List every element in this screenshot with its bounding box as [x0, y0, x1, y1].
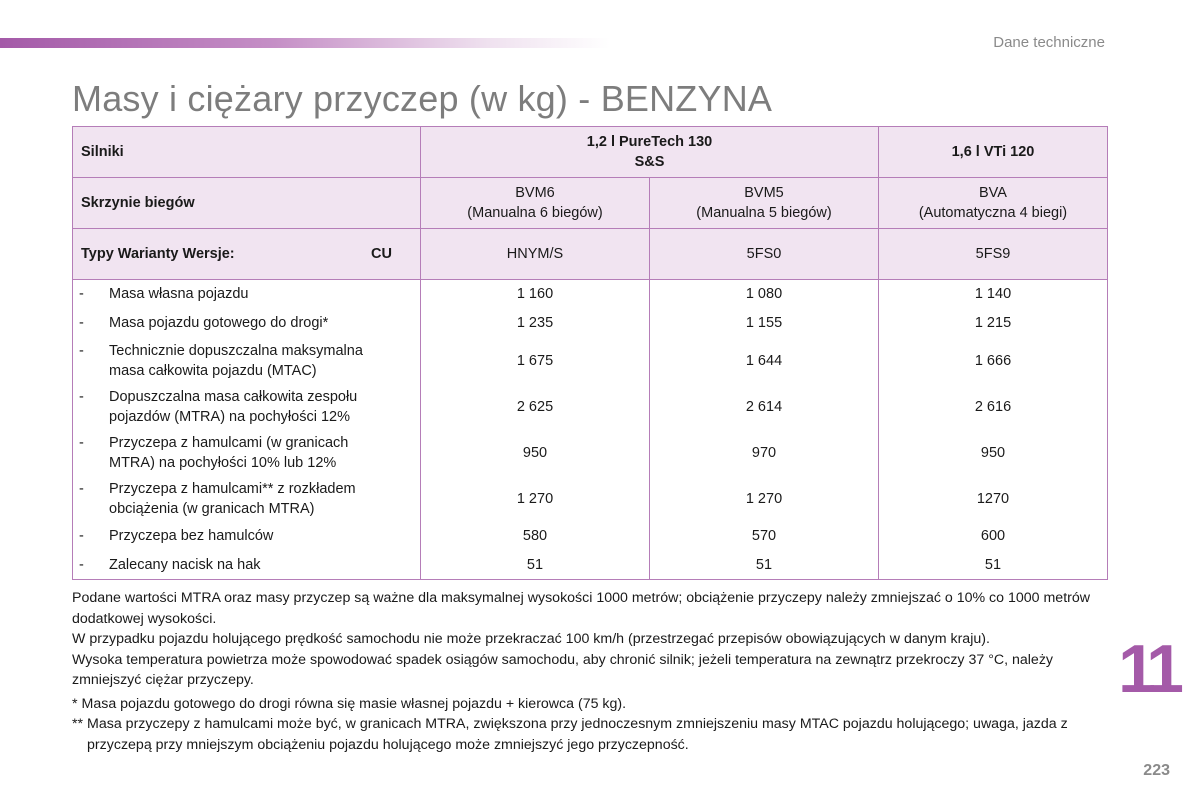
footnotes	[72, 694, 1112, 756]
page-number: 223	[1143, 762, 1170, 779]
footnote-1-text: Masa pojazdu gotowego do drogi równa się masie własnej pojazdu + kierowca (75 kg).	[81, 695, 627, 712]
row-dash: -	[79, 315, 84, 331]
value-cell-2: 2 614	[650, 384, 879, 430]
chapter-number: 11	[1118, 631, 1178, 707]
row-label-cell	[73, 476, 421, 522]
value-cell-1: 1 235	[421, 309, 650, 338]
value-cell-2: 970	[650, 430, 879, 476]
row-label-line-2: obciążenia (w granicach MTRA)	[109, 500, 315, 517]
row-label-line-1: Masa własna pojazdu	[109, 286, 249, 303]
row-label	[109, 433, 409, 473]
row-label	[109, 387, 409, 427]
header-accent-band	[0, 38, 610, 48]
note-altitude: Podane wartości MTRA oraz masy przyczep są ważne dla maksymalnej wysokości 1000 metrów; obciążenie przyczepy należy zmniejszać o 10% co 1000 metrów dodatkowej wysokości.	[72, 590, 1090, 627]
table-row	[73, 338, 1108, 384]
value-cell-2: 570	[650, 522, 879, 551]
engines-label: Silniki	[73, 127, 421, 178]
footnote-2-text: Masa przyczepy z hamulcami może być, w granicach MTRA, zwiększona przy jednoczesnym zmniejszeniu masy MTAC pojazdu holującego; uwaga, jazda z przyczepą przy mniejszym obciążeniu pojazdu holującego może zmniejszyć jego przyczepność.	[87, 716, 1068, 753]
value-cell-2: 1 080	[650, 280, 879, 309]
engine-1-name: 1,2 l PureTech 130	[586, 134, 713, 150]
value-cell-2: 1 270	[650, 476, 879, 522]
row-label-line-2: MTRA) na pochyłości 10% lub 12%	[109, 454, 337, 471]
value-cell-3: 1270	[879, 476, 1108, 522]
row-dash: -	[79, 480, 84, 497]
gearbox-1-cell	[421, 178, 650, 229]
table-row	[73, 309, 1108, 338]
engines-row	[73, 127, 1108, 178]
types-label: Typy Warianty Wersje:	[81, 246, 235, 262]
value-cell-1: 580	[421, 522, 650, 551]
row-label-cell	[73, 430, 421, 476]
note-temperature: Wysoka temperatura powietrza może spowodować spadek osiągów samochodu, aby chronić silnik; jeżeli temperatura na zewnątrz przekroczy 37 °C, należy zmniejszyć ciężar przyczepy.	[72, 651, 1054, 688]
page-title: Masy i ciężary przyczep (w kg) - BENZYNA	[72, 78, 773, 119]
value-cell-3: 950	[879, 430, 1108, 476]
row-label	[109, 526, 409, 546]
value-cell-1: 950	[421, 430, 650, 476]
row-label-cell	[73, 384, 421, 430]
row-label	[109, 284, 409, 304]
value-cell-3: 1 215	[879, 309, 1108, 338]
table-row	[73, 551, 1108, 580]
types-label-suffix: CU	[371, 246, 392, 262]
table-row	[73, 522, 1108, 551]
gearbox-2-cell	[650, 178, 879, 229]
value-cell-1: 51	[421, 551, 650, 580]
gearbox-3-desc: (Automatyczna 4 biegi)	[918, 205, 1068, 221]
footnote-1	[72, 694, 1112, 715]
row-label-line-1: Zalecany nacisk na hak	[109, 556, 261, 573]
value-cell-1: 2 625	[421, 384, 650, 430]
value-cell-3: 1 666	[879, 338, 1108, 384]
footnote-1-mark: *	[72, 695, 78, 712]
table-row	[73, 384, 1108, 430]
gearbox-3-code: BVA	[979, 185, 1007, 201]
table-row	[73, 430, 1108, 476]
row-dash: -	[79, 556, 84, 573]
row-dash: -	[79, 342, 84, 359]
table-row	[73, 476, 1108, 522]
row-label-cell	[73, 551, 421, 580]
footnote-2	[72, 714, 1112, 755]
notes-section	[72, 588, 1112, 755]
row-label	[109, 555, 409, 575]
footnote-2-mark: **	[72, 716, 84, 732]
row-label-line-1: Przyczepa bez hamulców	[109, 528, 274, 544]
row-dash: -	[79, 434, 84, 451]
gearbox-1-desc: (Manualna 6 biegów)	[467, 205, 603, 221]
table-row	[73, 280, 1108, 309]
row-label-line-2: pojazdów (MTRA) na pochyłości 12%	[109, 408, 350, 425]
row-label-cell	[73, 522, 421, 551]
type-3-cell: 5FS9	[879, 229, 1108, 280]
row-label-line-1: Masa pojazdu gotowego do drogi*	[109, 315, 329, 331]
engine-1-cell	[421, 127, 879, 178]
value-cell-2: 1 155	[650, 309, 879, 338]
gearbox-1-code: BVM6	[515, 185, 555, 201]
weight-rows	[73, 280, 1108, 580]
value-cell-1: 1 160	[421, 280, 650, 309]
row-label-line-1: Przyczepa z hamulcami (w granicach	[109, 434, 349, 451]
value-cell-1: 1 270	[421, 476, 650, 522]
gearboxes-label: Skrzynie biegów	[73, 178, 421, 229]
value-cell-3: 1 140	[879, 280, 1108, 309]
row-label-cell	[73, 309, 421, 338]
row-dash: -	[79, 388, 84, 405]
engine-1-suffix: S&S	[634, 154, 665, 170]
row-label-cell	[73, 280, 421, 309]
gearboxes-row	[73, 178, 1108, 229]
row-label-line-1: Technicznie dopuszczalna maksymalna	[109, 342, 363, 359]
value-cell-3: 2 616	[879, 384, 1108, 430]
value-cell-2: 1 644	[650, 338, 879, 384]
value-cell-2: 51	[650, 551, 879, 580]
row-dash: -	[79, 528, 84, 544]
gearbox-3-cell	[879, 178, 1108, 229]
value-cell-1: 1 675	[421, 338, 650, 384]
row-label	[109, 341, 409, 381]
type-2-cell: 5FS0	[650, 229, 879, 280]
value-cell-3: 51	[879, 551, 1108, 580]
value-cell-3: 600	[879, 522, 1108, 551]
gearbox-2-desc: (Manualna 5 biegów)	[696, 205, 832, 221]
row-label	[109, 479, 409, 519]
section-label: Dane techniczne	[993, 34, 1105, 51]
row-label-line-1: Przyczepa z hamulcami** z rozkładem	[109, 480, 356, 497]
row-dash: -	[79, 286, 84, 303]
row-label-line-1: Dopuszczalna masa całkowita zespołu	[109, 388, 358, 405]
weights-table	[72, 126, 1108, 580]
types-row	[73, 229, 1108, 280]
gearbox-2-code: BVM5	[744, 185, 784, 201]
row-label	[109, 313, 409, 333]
row-label-line-2: masa całkowita pojazdu (MTAC)	[109, 362, 317, 379]
row-label-cell	[73, 338, 421, 384]
engine-2-cell: 1,6 l VTi 120	[879, 127, 1108, 178]
type-1-cell: HNYM/S	[421, 229, 650, 280]
note-speed: W przypadku pojazdu holującego prędkość samochodu nie może przekraczać 100 km/h (przestrzegać przepisów obowiązujących w danym kraju).	[72, 631, 990, 647]
types-label-cell	[73, 229, 421, 280]
